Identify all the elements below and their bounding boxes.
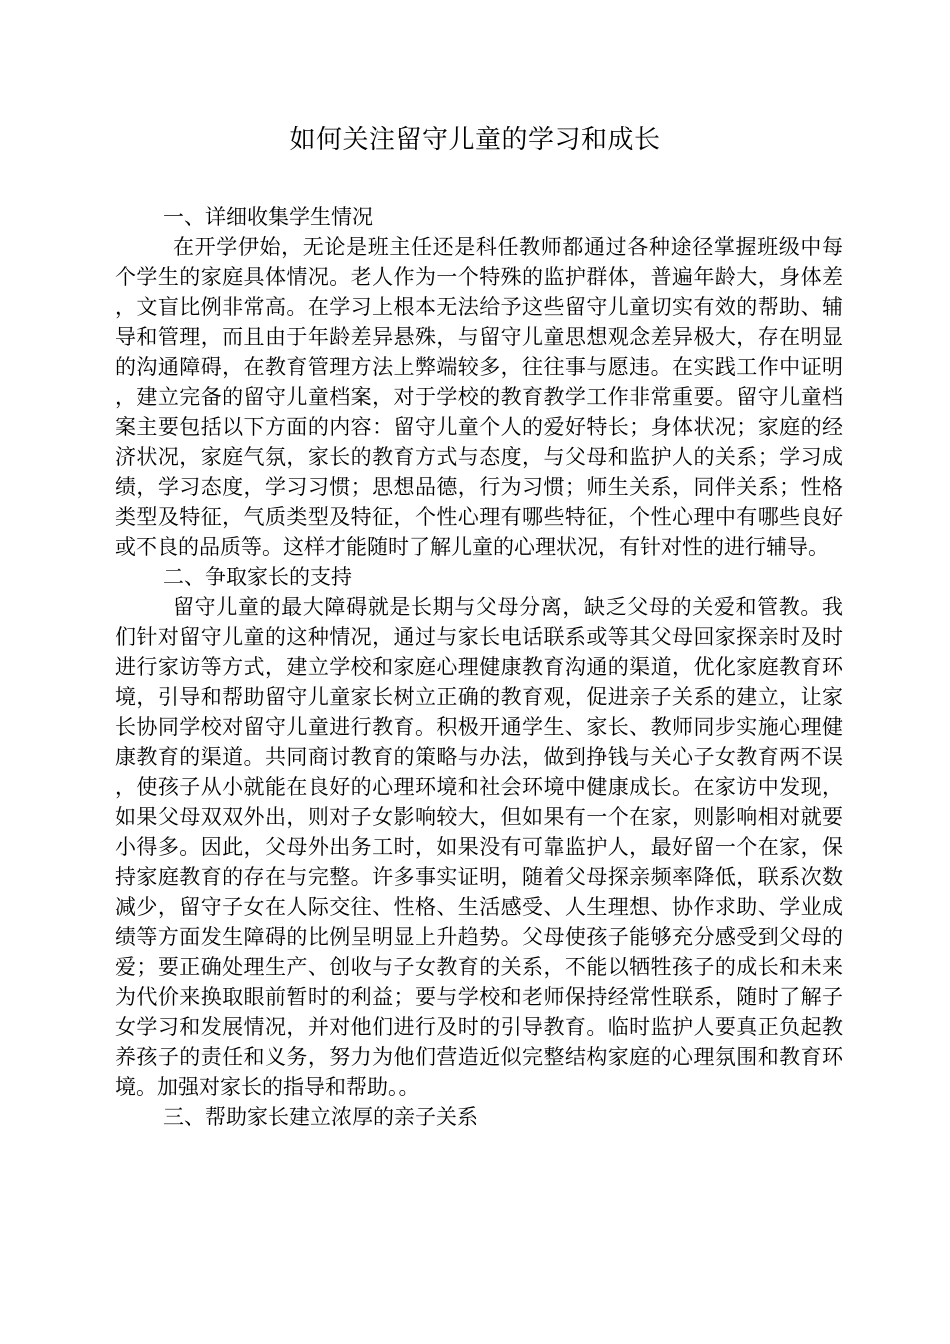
section-heading-1: 一、详细收集学生情况 [163, 205, 373, 229]
section-heading-3: 三、帮助家长建立浓厚的亲子关系 [163, 1105, 478, 1129]
section-paragraph-1: 在开学伊始，无论是班主任还是科任教师都通过各种途径掌握班级中每个学生的家庭具体情况。老人作为一个特殊的监护群体，普遍年龄大，身体差，文盲比例非常高。在学习上根本无法给予这些留守儿童切实有效的帮助、辅导和管理，而且由于年龄差异悬殊，与留守儿童思想观念差异极大，存在明显的沟通障碍，在教育管理方法上弊端较多，往往事与愿违。在实践工作中证明，建立完备的留守儿童档案，对于学校的教育教学工作非常重要。留守儿童档案主要包括以下方面的内容：留守儿童个人的爱好特长；身体状况；家庭的经济状况，家庭气氛，家长的教育方式与态度，与父母和监护人的关系；学习成绩，学习态度，学习习惯；思想品德，行为习惯；师生关系，同伴关系；性格类型及特征，气质类型及特征，个性心理有哪些特征，个性心理中有哪些良好或不良的品质等。这样才能随时了解儿童的心理状况，有针对性的进行辅导。 [115, 235, 843, 559]
document-body [115, 202, 843, 1132]
section-heading-2: 二、争取家长的支持 [163, 565, 352, 589]
section-paragraph-2: 留守儿童的最大障碍就是长期与父母分离，缺乏父母的关爱和管教。我们针对留守儿童的这种情况，通过与家长电话联系或等其父母回家探亲时及时进行家访等方式，建立学校和家庭心理健康教育沟通的渠道，优化家庭教育环境，引导和帮助留守儿童家长树立正确的教育观，促进亲子关系的建立，让家长协同学校对留守儿童进行教育。积极开通学生、家长、教师同步实施心理健康教育的渠道。共同商讨教育的策略与办法，做到挣钱与关心子女教育两不误，使孩子从小就能在良好的心理环境和社会环境中健康成长。在家访中发现，如果父母双双外出，则对子女影响较大，但如果有一个在家，则影响相对就要小得多。因此，父母外出务工时，如果没有可靠监护人，最好留一个在家，保持家庭教育的存在与完整。许多事实证明，随着父母探亲频率降低，联系次数减少，留守子女在人际交往、性格、生活感受、人生理想、协作求助、学业成绩等方面发生障碍的比例呈明显上升趋势。父母使孩子能够充分感受到父母的爱；要正确处理生产、创收与子女教育的关系，不能以牺牲孩子的成长和未来为代价来换取眼前暂时的利益；要与学校和老师保持经常性联系，随时了解子女学习和发展情况，并对他们进行及时的引导教育。临时监护人要真正负起教养孩子的责任和义务，努力为他们营造近似完整结构家庭的心理氛围和教育环境。加强对家长的指导和帮助。。 [115, 595, 843, 1099]
document-title: 如何关注留守儿童的学习和成长 [289, 125, 661, 155]
